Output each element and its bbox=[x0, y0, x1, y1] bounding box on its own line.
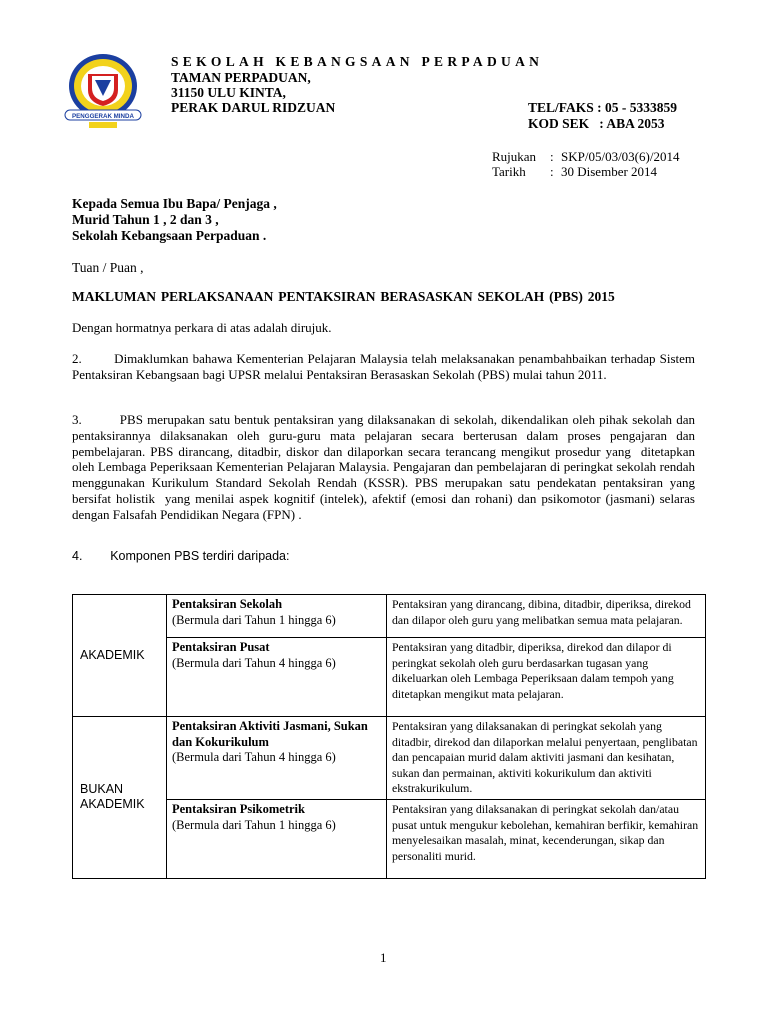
component-cell bbox=[167, 717, 387, 800]
letter-subject: MAKLUMAN PERLAKSANAAN PENTAKSIRAN BERASASKAN SEKOLAH (PBS) 2015 bbox=[72, 289, 615, 304]
school-crest-logo bbox=[62, 50, 144, 130]
component-cell bbox=[167, 799, 387, 878]
component-range: (Bermula dari Tahun 1 hingga 6) bbox=[172, 612, 336, 627]
table-row bbox=[73, 717, 706, 800]
component-range: (Bermula dari Tahun 4 hingga 6) bbox=[172, 750, 336, 765]
table-row bbox=[73, 638, 706, 717]
address-line-3: PERAK DARUL RIDZUAN bbox=[171, 100, 336, 115]
address-line-1: TAMAN PERPADUAN, bbox=[171, 70, 311, 85]
table-row bbox=[73, 595, 706, 638]
category-label: AKADEMIK bbox=[80, 647, 145, 662]
component-name: Pentaksiran Aktiviti Jasmani, Sukan dan Kokurikulum bbox=[172, 719, 368, 749]
recipient-line-3: Sekolah Kebangsaan Perpaduan . bbox=[72, 228, 267, 243]
kod-sek: KOD SEK : ABA 2053 bbox=[528, 116, 665, 131]
component-cell bbox=[167, 638, 387, 717]
component-description: Pentaksiran yang dilaksanakan di peringkat sekolah dan/atau pusat untuk mengukur kebolehan, kemahiran berfikir, kemahiran menyelesaikan masalah, minat, kecenderungan, sikap dan personaliti murid. bbox=[387, 799, 706, 878]
tarikh-label: Tarikh bbox=[492, 164, 526, 179]
paragraph-2: 2. Dimaklumkan bahawa Kementerian Pelajaran Malaysia telah melaksanakan penambahbaikan terhadap Sistem Pentaksiran Kebangsaan bagi UPSR melalui Pentaksiran Berasaskan Sekolah (PBS) mulai tahun 2011. bbox=[72, 351, 699, 382]
school-name: SEKOLAH KEBANGSAAN PERPADUAN bbox=[171, 54, 544, 69]
rujukan-label: Rujukan bbox=[492, 149, 537, 164]
category-label: BUKAN bbox=[80, 781, 124, 796]
pbs-components-table bbox=[72, 594, 706, 879]
component-description: Pentaksiran yang dirancang, dibina, ditadbir, diperiksa, direkod dan dilapor oleh guru yang melibatkan semua mata pelajaran. bbox=[387, 595, 706, 638]
component-description: Pentaksiran yang dilaksanakan di peringkat sekolah yang ditadbir, direkod dan dilaporkan melalui penyertaan, penglibatan dan pencapaian murid dalam aktiviti jasmani dan kesihatan, sukan dan permainan, aktiviti kokurikulum dan aktiviti ekstrakurikulum. bbox=[387, 717, 706, 800]
category-label: AKADEMIK bbox=[80, 797, 145, 812]
paragraph-3: 3. PBS merupakan satu bentuk pentaksiran yang dilaksanakan di sekolah, dikendalikan oleh pihak sekolah dan pentaksirannya dilaksanakan oleh guru-guru mata pelajaran secara berterusan dalam proses pengajaran dan pembelajaran. PBS dirancang, ditadbir, diskor dan dilaporkan secara terancang mengikut prosedur yang ditetapkan oleh Lembaga Peperiksaan Kementerian Pelajaran Malaysia. Pengajaran dan pembelajaran di peringkat sekolah rendah menggunakan Kurikulum Standard Sekolah Rendah (KSSR). PBS merupakan satu pendekatan pentaksiran yang bersifat holistik yang menilai aspek kognitif (intelek), afektif (emosi dan rohani) dan psikomotor (jasmani) selaras dengan Falsafah Pendidikan Negara (FPN) . bbox=[72, 412, 699, 522]
paragraph-4: 4. Komponen PBS terdiri daripada: bbox=[72, 549, 290, 563]
recipient-line-1: Kepada Semua Ibu Bapa/ Penjaga , bbox=[72, 196, 277, 211]
opening-line: Dengan hormatnya perkara di atas adalah dirujuk. bbox=[72, 320, 332, 335]
rujukan-colon: : bbox=[550, 149, 554, 164]
component-name: Pentaksiran Psikometrik bbox=[172, 801, 305, 816]
category-bukan-akademik bbox=[73, 717, 167, 879]
category-akademik bbox=[73, 595, 167, 717]
rujukan-value: SKP/05/03/03(6)/2014 bbox=[561, 149, 680, 164]
component-description: Pentaksiran yang ditadbir, diperiksa, direkod dan dilapor di peringkat sekolah oleh guru berdasarkan tugasan yang dikeluarkan oleh Lembaga Peperiksaan dalam tempoh yang ditetapkan mengikut mata pelajaran. bbox=[387, 638, 706, 717]
logo-motto-text: PENGGERAK MINDA bbox=[72, 113, 134, 120]
component-range: (Bermula dari Tahun 1 hingga 6) bbox=[172, 817, 336, 832]
component-cell bbox=[167, 595, 387, 638]
tarikh-colon: : bbox=[550, 164, 554, 179]
tel-faks: TEL/FAKS : 05 - 5333859 bbox=[528, 100, 678, 115]
component-name: Pentaksiran Pusat bbox=[172, 640, 270, 654]
component-range: (Bermula dari Tahun 4 hingga 6) bbox=[172, 655, 336, 670]
recipient-line-2: Murid Tahun 1 , 2 dan 3 , bbox=[72, 212, 219, 227]
address-line-2: 31150 ULU KINTA, bbox=[171, 85, 286, 100]
tarikh-value: 30 Disember 2014 bbox=[561, 164, 658, 179]
table-row bbox=[73, 799, 706, 878]
component-name: Pentaksiran Sekolah bbox=[172, 597, 283, 611]
salutation: Tuan / Puan , bbox=[72, 260, 144, 275]
page-number: 1 bbox=[380, 950, 387, 965]
